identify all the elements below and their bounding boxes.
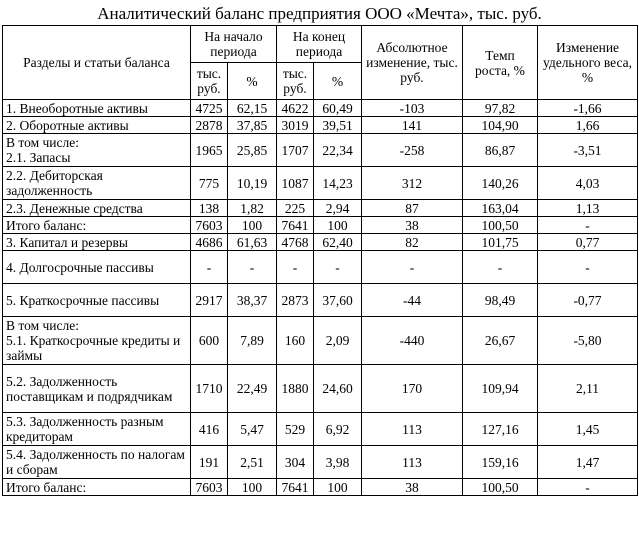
growth-rate: 101,75	[463, 234, 538, 251]
end-value: 1880	[277, 365, 314, 413]
start-percent: 100	[228, 479, 277, 496]
header-abs-change: Абсолютное изменение, тыс. руб.	[362, 26, 463, 100]
start-percent: 38,37	[228, 284, 277, 317]
table-row	[3, 200, 638, 217]
end-value: 2873	[277, 284, 314, 317]
row-label: В том числе: 5.1. Краткосрочные кредиты и займы	[3, 317, 191, 365]
share-change: -	[538, 217, 638, 234]
table-row	[3, 100, 638, 117]
start-value: 2878	[191, 117, 228, 134]
share-change: -	[538, 479, 638, 496]
row-label: 2. Оборотные активы	[3, 117, 191, 134]
end-percent: 2,09	[314, 317, 362, 365]
start-percent: 22,49	[228, 365, 277, 413]
row-label: 5.2. Задолженность поставщикам и подрядчикам	[3, 365, 191, 413]
start-percent: 2,51	[228, 446, 277, 479]
table-row	[3, 446, 638, 479]
subheader-start-thousands: тыс. руб.	[191, 63, 228, 100]
end-value: -	[277, 251, 314, 284]
end-percent: -	[314, 251, 362, 284]
start-value: 775	[191, 167, 228, 200]
end-percent: 22,34	[314, 134, 362, 167]
start-percent: 1,82	[228, 200, 277, 217]
table-row	[3, 413, 638, 446]
end-percent: 100	[314, 217, 362, 234]
start-value: 4725	[191, 100, 228, 117]
start-value: 7603	[191, 479, 228, 496]
growth-rate: 86,87	[463, 134, 538, 167]
row-label: 5.4. Задолженность по налогам и сборам	[3, 446, 191, 479]
row-label: В том числе: 2.1. Запасы	[3, 134, 191, 167]
end-value: 1707	[277, 134, 314, 167]
start-percent: 7,89	[228, 317, 277, 365]
share-change: -	[538, 251, 638, 284]
share-change: 4,03	[538, 167, 638, 200]
table-row	[3, 365, 638, 413]
table-row	[3, 217, 638, 234]
abs-change: -	[362, 251, 463, 284]
start-value: 7603	[191, 217, 228, 234]
abs-change: 312	[362, 167, 463, 200]
start-percent: 25,85	[228, 134, 277, 167]
end-percent: 14,23	[314, 167, 362, 200]
subheader-end-percent: %	[314, 63, 362, 100]
header-section: Разделы и статьи баланса	[3, 26, 191, 100]
row-label: 1. Внеоборотные активы	[3, 100, 191, 117]
share-change: -3,51	[538, 134, 638, 167]
growth-rate: 127,16	[463, 413, 538, 446]
table-row	[3, 134, 638, 167]
end-value: 1087	[277, 167, 314, 200]
share-change: 1,45	[538, 413, 638, 446]
share-change: 0,77	[538, 234, 638, 251]
table-row	[3, 251, 638, 284]
table-row	[3, 167, 638, 200]
header-row	[3, 26, 638, 63]
table-body	[3, 100, 638, 496]
start-percent: 37,85	[228, 117, 277, 134]
header-share-change: Изменение удельного веса, %	[538, 26, 638, 100]
abs-change: -44	[362, 284, 463, 317]
end-percent: 62,40	[314, 234, 362, 251]
end-value: 7641	[277, 479, 314, 496]
start-percent: 5,47	[228, 413, 277, 446]
end-percent: 6,92	[314, 413, 362, 446]
share-change: 2,11	[538, 365, 638, 413]
end-value: 7641	[277, 217, 314, 234]
share-change: 1,47	[538, 446, 638, 479]
header-growth-rate: Темп роста, %	[463, 26, 538, 100]
subheader-end-thousands: тыс. руб.	[277, 63, 314, 100]
growth-rate: 100,50	[463, 479, 538, 496]
header-end-period: На конец периода	[277, 26, 362, 63]
share-change: -0,77	[538, 284, 638, 317]
share-change: -1,66	[538, 100, 638, 117]
abs-change: -103	[362, 100, 463, 117]
start-percent: 100	[228, 217, 277, 234]
start-percent: 10,19	[228, 167, 277, 200]
abs-change: 113	[362, 446, 463, 479]
row-label: 5. Краткосрочные пассивы	[3, 284, 191, 317]
end-value: 3019	[277, 117, 314, 134]
table-row	[3, 479, 638, 496]
end-percent: 100	[314, 479, 362, 496]
start-value: 2917	[191, 284, 228, 317]
start-percent: 61,63	[228, 234, 277, 251]
subheader-start-percent: %	[228, 63, 277, 100]
table-row	[3, 284, 638, 317]
growth-rate: 159,16	[463, 446, 538, 479]
row-label: 5.3. Задолженность разным кредиторам	[3, 413, 191, 446]
end-percent: 3,98	[314, 446, 362, 479]
growth-rate: 109,94	[463, 365, 538, 413]
balance-table	[2, 25, 638, 496]
growth-rate: 97,82	[463, 100, 538, 117]
end-value: 4768	[277, 234, 314, 251]
start-value: 1710	[191, 365, 228, 413]
growth-rate: 98,49	[463, 284, 538, 317]
end-value: 225	[277, 200, 314, 217]
row-label: 4. Долгосрочные пассивы	[3, 251, 191, 284]
growth-rate: 163,04	[463, 200, 538, 217]
abs-change: 38	[362, 217, 463, 234]
growth-rate: -	[463, 251, 538, 284]
share-change: -5,80	[538, 317, 638, 365]
abs-change: -440	[362, 317, 463, 365]
start-value: 138	[191, 200, 228, 217]
start-value: -	[191, 251, 228, 284]
table-row	[3, 117, 638, 134]
start-value: 600	[191, 317, 228, 365]
growth-rate: 26,67	[463, 317, 538, 365]
abs-change: 38	[362, 479, 463, 496]
end-percent: 37,60	[314, 284, 362, 317]
start-value: 1965	[191, 134, 228, 167]
end-percent: 39,51	[314, 117, 362, 134]
growth-rate: 104,90	[463, 117, 538, 134]
end-value: 304	[277, 446, 314, 479]
end-value: 529	[277, 413, 314, 446]
end-value: 160	[277, 317, 314, 365]
table-row	[3, 317, 638, 365]
row-label: Итого баланс:	[3, 217, 191, 234]
abs-change: 82	[362, 234, 463, 251]
row-label: 2.3. Денежные средства	[3, 200, 191, 217]
table-title: Аналитический баланс предприятия ООО «Мечта», тыс. руб.	[97, 4, 542, 23]
abs-change: 113	[362, 413, 463, 446]
start-percent: 62,15	[228, 100, 277, 117]
end-value: 4622	[277, 100, 314, 117]
abs-change: 87	[362, 200, 463, 217]
growth-rate: 140,26	[463, 167, 538, 200]
row-label: 2.2. Дебиторская задолженность	[3, 167, 191, 200]
row-label: Итого баланс:	[3, 479, 191, 496]
start-value: 416	[191, 413, 228, 446]
end-percent: 24,60	[314, 365, 362, 413]
table-row	[3, 234, 638, 251]
abs-change: -258	[362, 134, 463, 167]
share-change: 1,13	[538, 200, 638, 217]
start-value: 191	[191, 446, 228, 479]
share-change: 1,66	[538, 117, 638, 134]
start-value: 4686	[191, 234, 228, 251]
row-label: 3. Капитал и резервы	[3, 234, 191, 251]
end-percent: 2,94	[314, 200, 362, 217]
growth-rate: 100,50	[463, 217, 538, 234]
start-percent: -	[228, 251, 277, 284]
header-start-period: На начало периода	[191, 26, 277, 63]
abs-change: 141	[362, 117, 463, 134]
abs-change: 170	[362, 365, 463, 413]
end-percent: 60,49	[314, 100, 362, 117]
